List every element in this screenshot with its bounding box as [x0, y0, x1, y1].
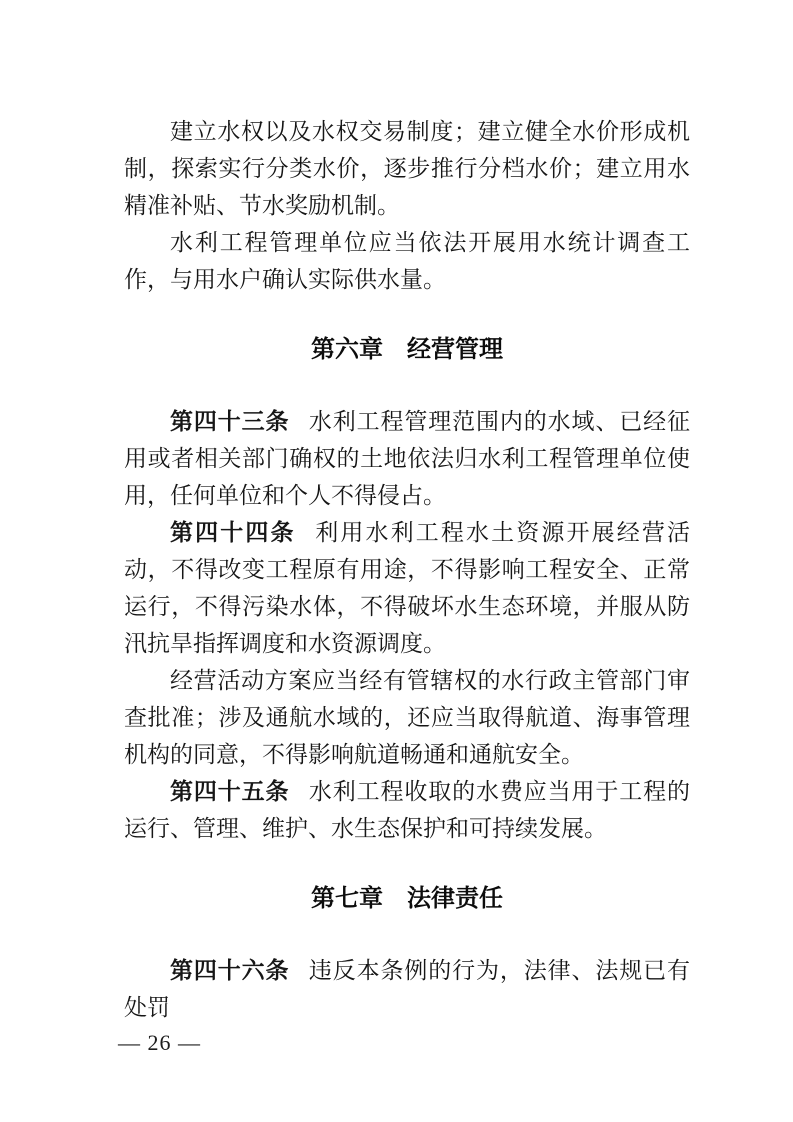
- article-46: [124, 952, 690, 1026]
- chapter-heading-7: 第七章 法律责任: [311, 885, 503, 912]
- document-content: [124, 113, 690, 1026]
- paragraph-business-plan: 经营活动方案应当经有管辖权的水行政主管部门审查批准；涉及通航水域的，还应当取得航道、海事管理机构的同意，不得影响航道畅通和通航安全。: [124, 668, 690, 767]
- paragraph-water-statistics: 水利工程管理单位应当依法开展用水统计调查工作，与用水户确认实际供水量。: [124, 230, 690, 292]
- article-43-number: 第四十三条: [170, 409, 290, 434]
- chapter-heading-6: 第六章 经营管理: [311, 336, 503, 363]
- article-44: [124, 514, 690, 662]
- article-45: [124, 773, 690, 847]
- article-45-text: 水利工程收取的水费应当用于工程的运行、管理、维护、水生态保护和可持续发展。: [124, 779, 691, 841]
- article-43-text: 水利工程管理范围内的水域、已经征用或者相关部门确权的土地依法归水利工程管理单位使用，任何单位和个人不得侵占。: [124, 409, 691, 508]
- article-46-text: 违反本条例的行为，法律、法规已有处罚: [124, 958, 691, 1020]
- article-46-number: 第四十六条: [170, 958, 290, 983]
- article-44-number: 第四十四条: [170, 520, 296, 545]
- paragraph-water-rights: 建立水权以及水权交易制度；建立健全水价形成机制，探索实行分类水价，逐步推行分档水价；建立用水精准补贴、节水奖励机制。: [124, 119, 690, 218]
- page-number: — 26 —: [118, 1030, 201, 1055]
- article-44-text: 利用水利工程水土资源开展经营活动，不得改变工程原有用途，不得影响工程安全、正常运行，不得污染水体，不得破坏水生态环境，并服从防汛抗旱指挥调度和水资源调度。: [124, 520, 691, 656]
- article-45-number: 第四十五条: [170, 779, 290, 804]
- article-43: [124, 403, 690, 514]
